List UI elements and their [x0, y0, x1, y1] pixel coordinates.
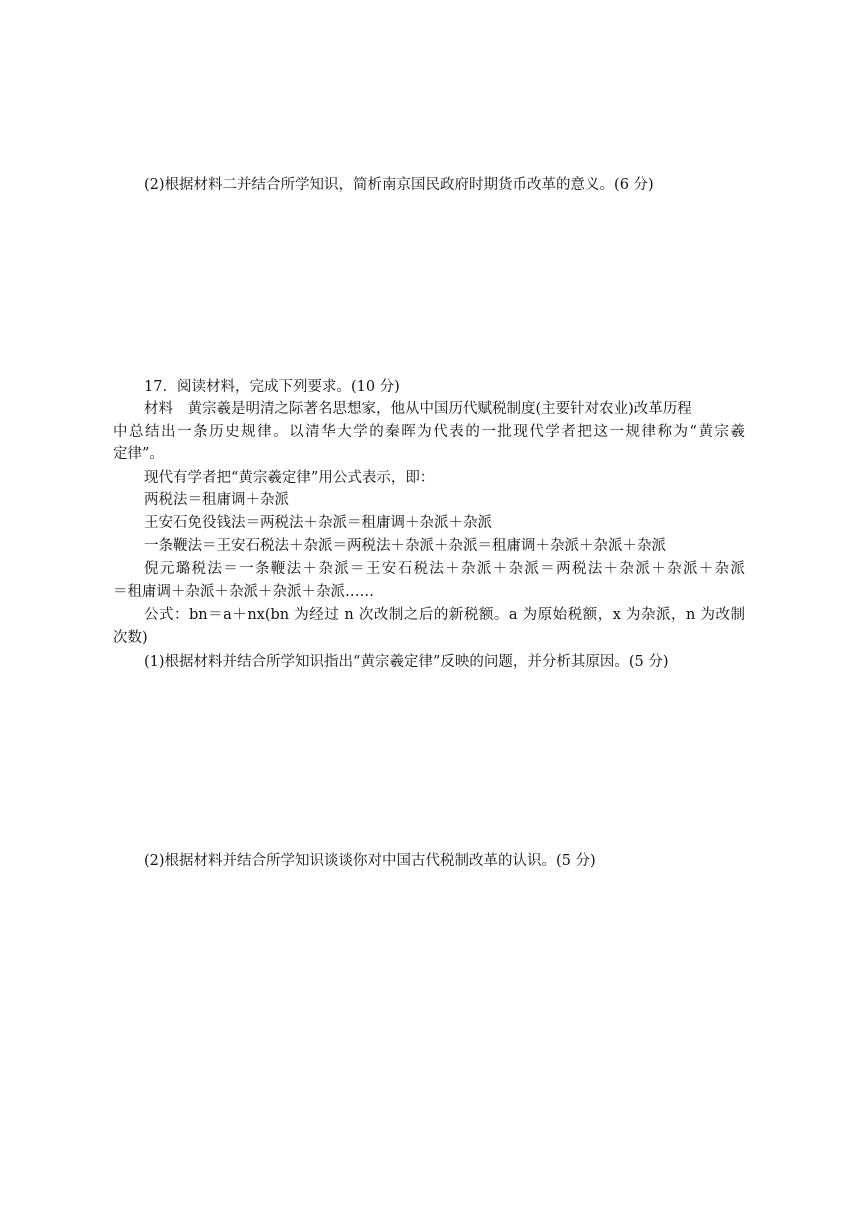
formula-line-1: 公式：bn＝a＋nx(bn 为经过 n 次改制之后的新税额。a 为原始税额，x 为杂派，n 为改制	[144, 607, 745, 623]
material-line-2: 中总结出一条历史规律。以清华大学的秦晖为代表的一批现代学者把这一规律称为“黄宗羲	[113, 424, 745, 440]
equation-3: 一条鞭法＝王安石税法＋杂派＝两税法＋杂派＋杂派＝租庸调＋杂派＋杂派＋杂派	[144, 538, 666, 554]
question-17-stem: 17．阅读材料，完成下列要求。(10 分)	[144, 379, 400, 395]
formula-intro: 现代有学者把“黄宗羲定律”用公式表示，即：	[144, 470, 435, 486]
material-line-1: 材料 黄宗羲是明清之际著名思想家，他从中国历代赋税制度(主要针对农业)改革历程	[144, 401, 692, 417]
question-17-part-1: (1)根据材料并结合所学知识指出“黄宗羲定律”反映的问题，并分析其原因。(5 分)	[144, 654, 669, 670]
equation-2: 王安石免役钱法＝两税法＋杂派＝租庸调＋杂派＋杂派	[144, 515, 492, 531]
equation-1: 两税法＝租庸调＋杂派	[144, 492, 289, 508]
question-17-part-2: (2)根据材料并结合所学知识谈谈你对中国古代税制改革的认识。(5 分)	[144, 853, 596, 869]
question-16-part-2: (2)根据材料二并结合所学知识，简析南京国民政府时期货币改革的意义。(6 分)	[144, 177, 654, 193]
material-line-3: 定律”。	[113, 446, 164, 462]
formula-line-2: 次数)	[113, 630, 148, 646]
equation-4-line-1: 倪元璐税法＝一条鞭法＋杂派＝王安石税法＋杂派＋杂派＝两税法＋杂派＋杂派＋杂派	[144, 561, 745, 577]
equation-4-line-2: ＝租庸调＋杂派＋杂派＋杂派＋杂派……	[113, 584, 374, 600]
